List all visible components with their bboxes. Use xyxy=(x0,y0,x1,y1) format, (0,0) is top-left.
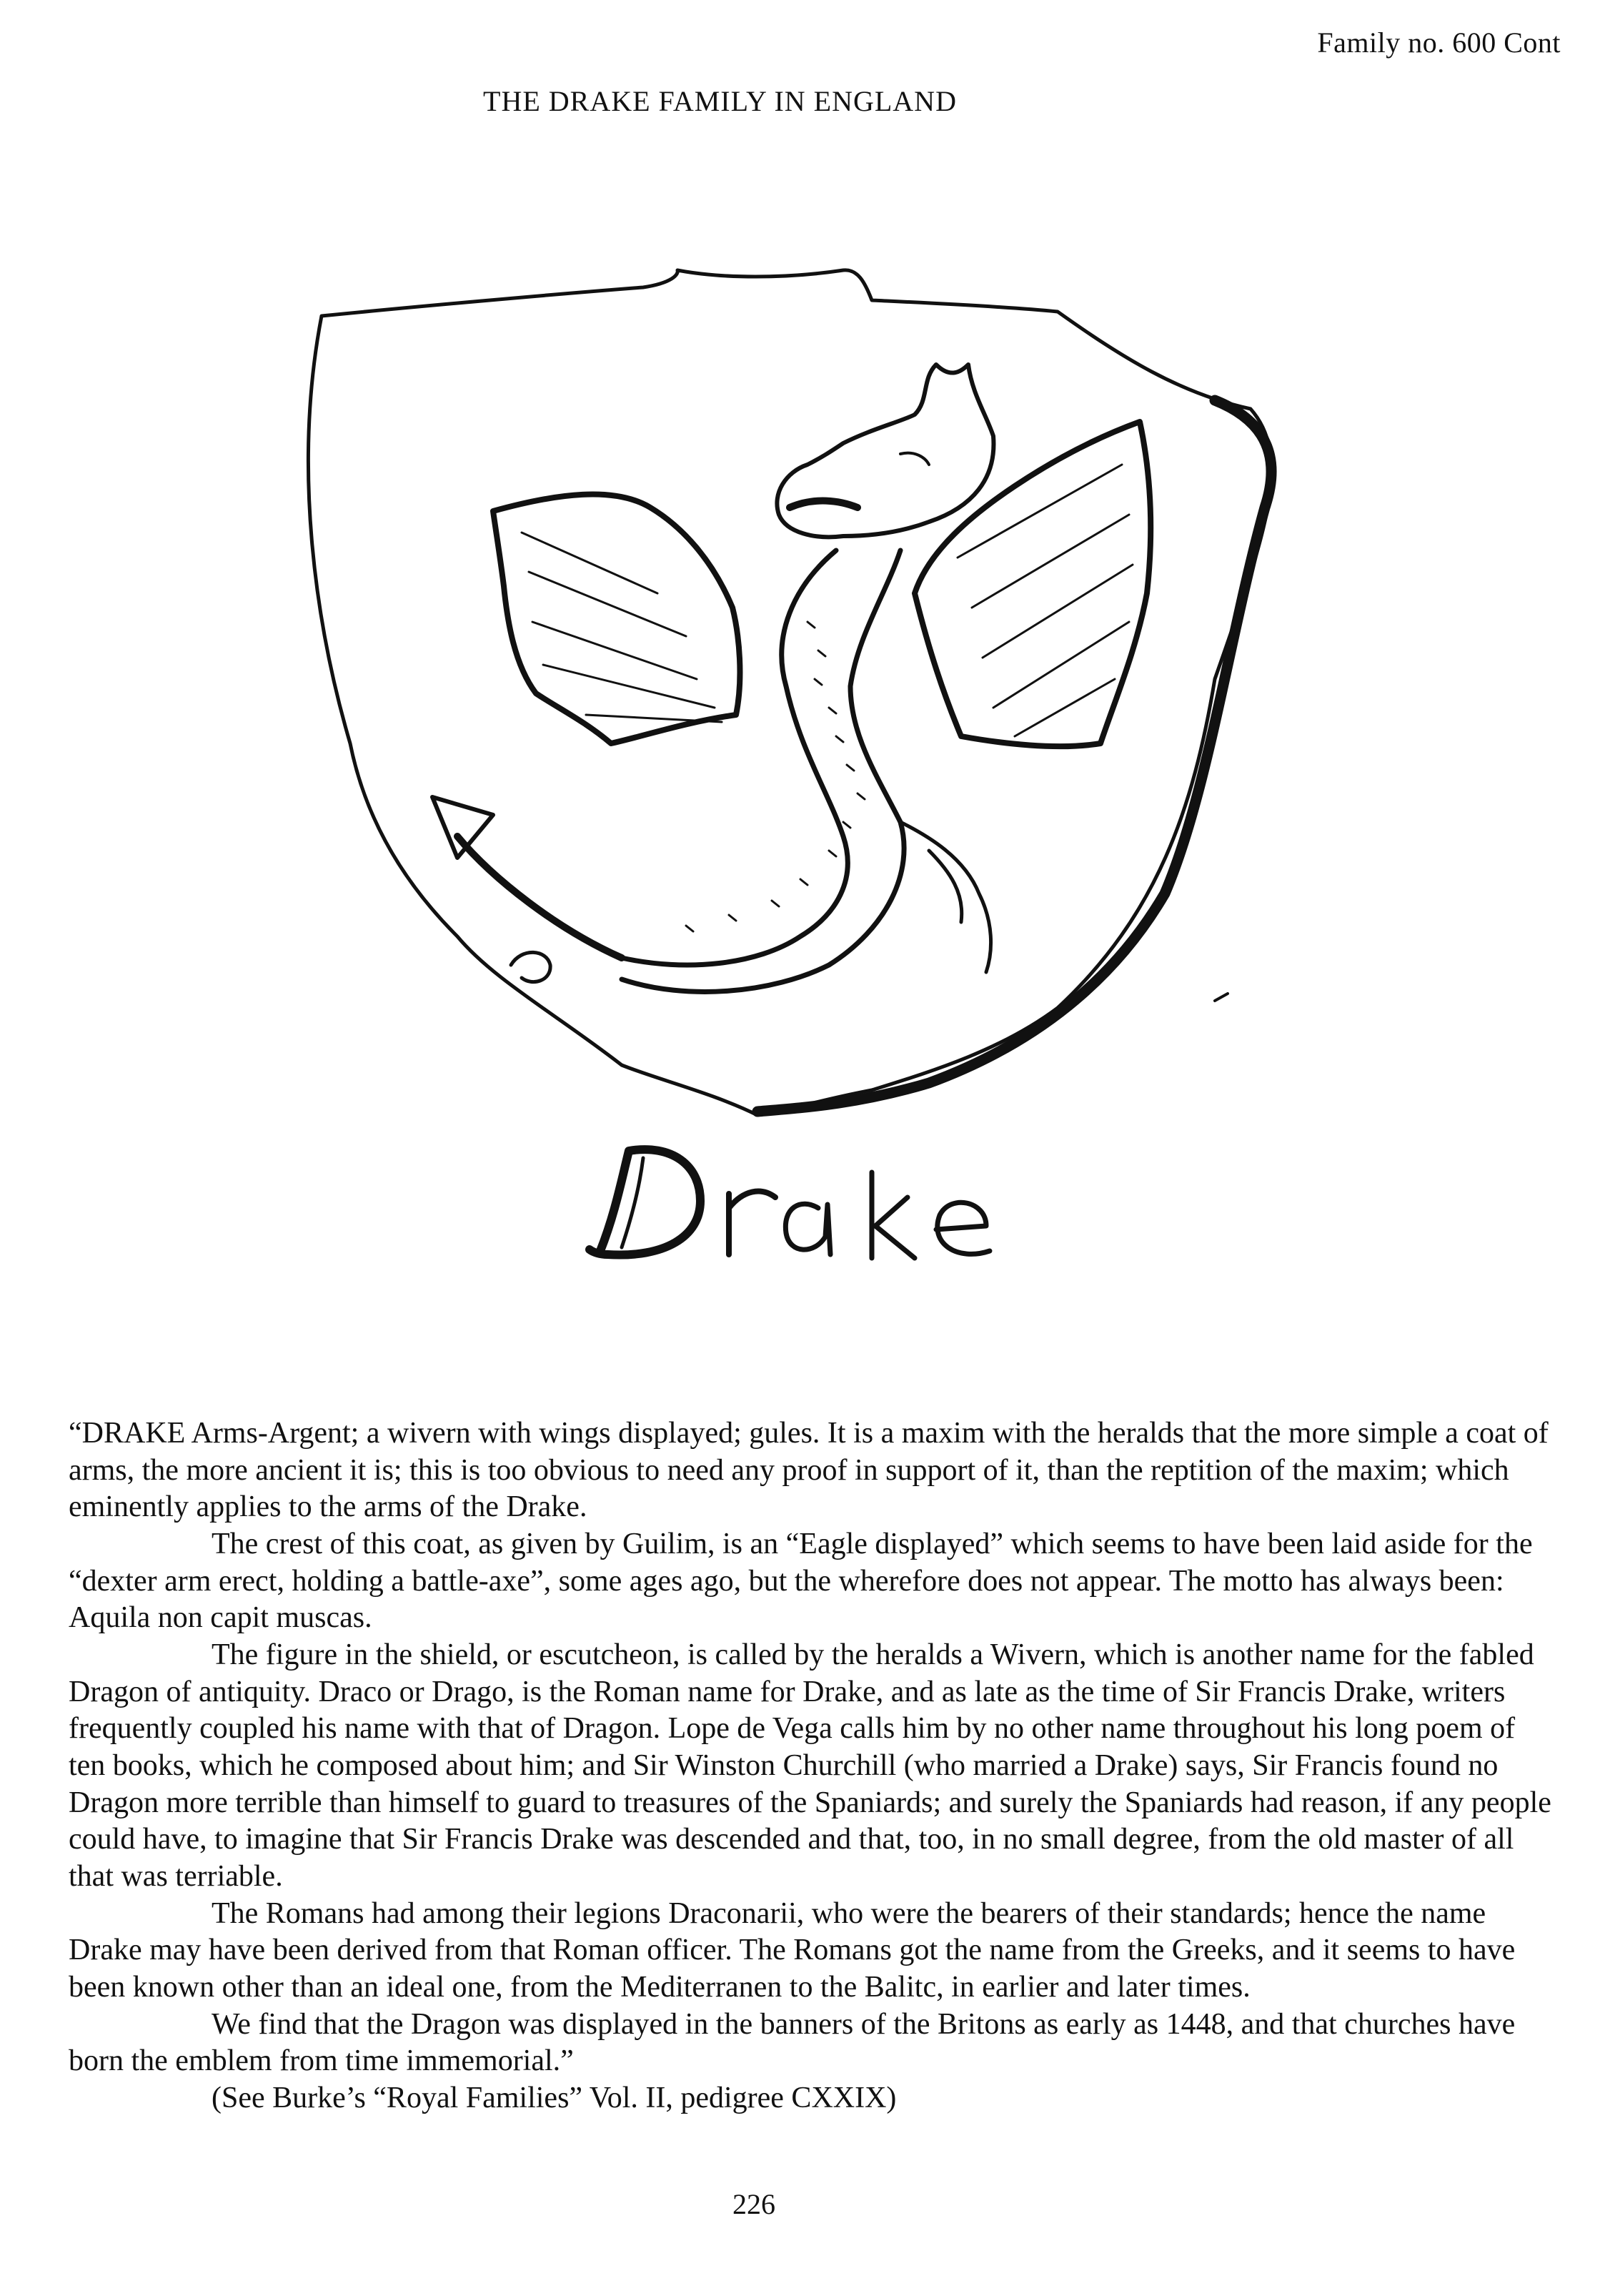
shield-shadow-edge xyxy=(757,400,1271,1112)
wivern-claws xyxy=(900,822,991,972)
left-wing xyxy=(493,494,740,743)
paragraph-crest: The crest of this coat, as given by Guilim, is an “Eagle displayed” which seems to have been laid aside for the “dexter arm erect, holding a battle-axe”, some ages ago, but the wherefore does not appear. The motto has always been: Aquila non capit muscas. xyxy=(69,1527,1533,1635)
tail-barb xyxy=(432,797,493,858)
wivern-head xyxy=(777,365,993,537)
right-wing xyxy=(915,422,1151,746)
family-number: Family no. 600 Cont xyxy=(1317,26,1561,59)
page-number: 226 xyxy=(732,2188,775,2220)
citation: (See Burke’s “Royal Families” Vol. II, pedigree CXXIX) xyxy=(212,2081,897,2114)
paragraph-britons: We find that the Dragon was displayed in the banners of the Britons as early as 1448, and that churches have born the emblem from time immemorial.” xyxy=(69,2007,1516,2078)
paragraph-wivern: The figure in the shield, or escutcheon, is called by the heralds a Wivern, which is another name for the fabled Dragon of antiquity. Draco or Drago, is the Roman name for Drake, and as late as the time of Sir Francis Drake, writers frequently coupled his name with that of Dragon. Lope de Vega calls him by no other name throughout his long poem of ten books, which he composed about him; and Sir Winston Churchill (who married a Drake) says, Sir Francis found no Dragon more terrible than himself to guard to treasures of the Spaniards; and surely the Spaniards had reason, if any people could have, to imagine that Sir Francis Drake was descended and that, too, in no small degree, from the old master of all that was terriable. xyxy=(69,1638,1551,1893)
body-text xyxy=(69,1415,1555,2117)
drake-signature xyxy=(572,1129,1015,1272)
wivern-tail xyxy=(457,836,622,958)
paragraph-romans: The Romans had among their legions Draconarii, who were the bearers of their standards; hence the name Drake may have been derived from that Roman officer. The Romans got the name from the Greeks, and it seems to have been known other than an ideal one, from the Mediterranen to the Balitc, in earlier and later times. xyxy=(69,1896,1516,2004)
paragraph-arms: “DRAKE Arms-Argent; a wivern with wings displayed; gules. It is a maxim with the heralds that the more simple a coat of arms, the more ancient it is; this is too obvious to need any proof in support of it, than the reptition of the maxim; which eminently applies to the arms of the Drake. xyxy=(69,1417,1549,1524)
page-title: THE DRAKE FAMILY IN ENGLAND xyxy=(483,85,957,117)
coat-of-arms-illustration xyxy=(286,250,1301,1151)
wivern-body xyxy=(622,550,904,991)
shield-curl xyxy=(511,952,550,981)
